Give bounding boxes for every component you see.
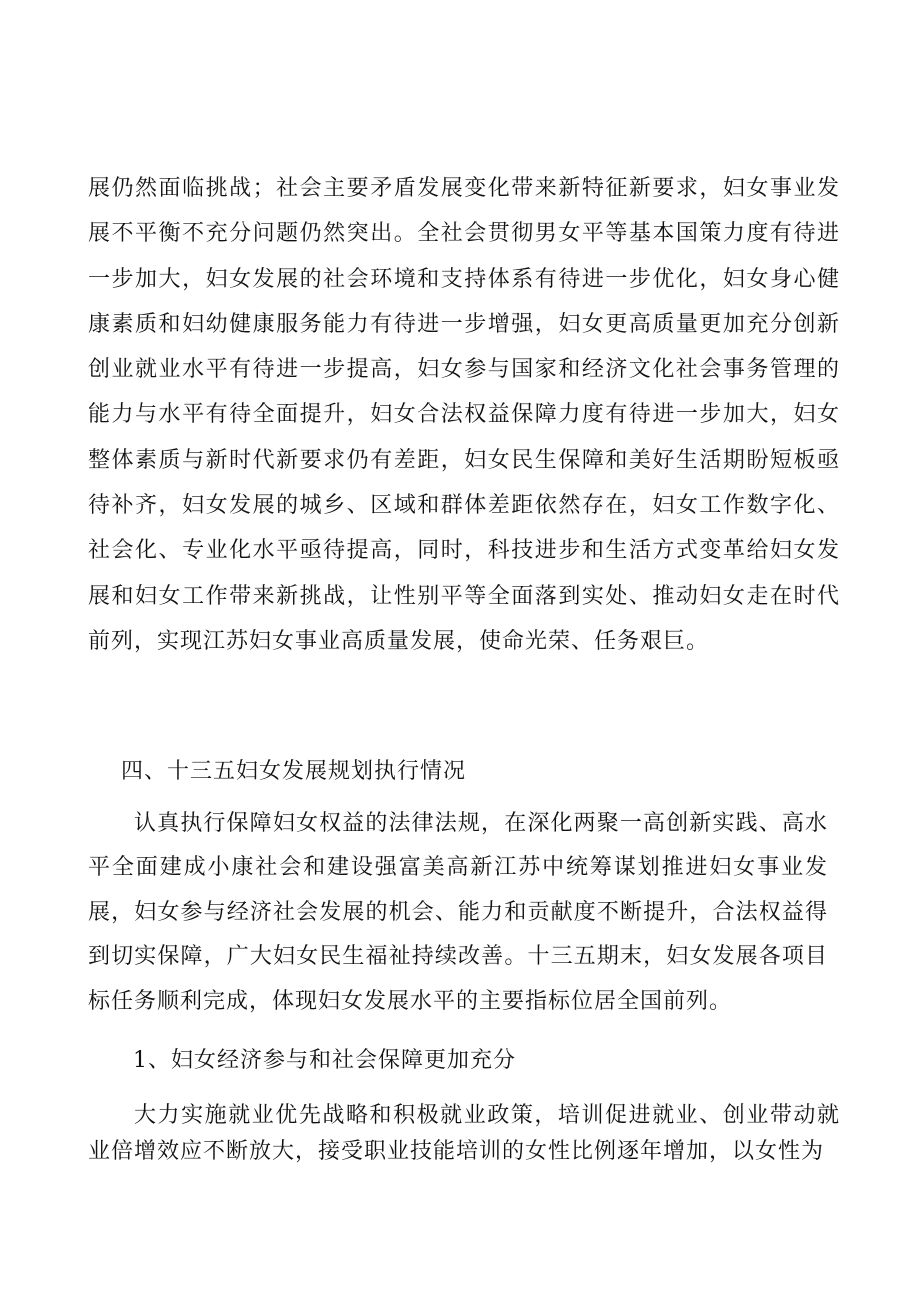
subsection-heading: 1、妇女经济参与和社会保障更加充分 bbox=[133, 1048, 516, 1073]
section-heading: 四、十三五妇女发展规划执行情况 bbox=[121, 759, 467, 784]
body-paragraph-2: 认真执行保障妇女权益的法律法规，在深化两聚一高创新实践、高水平全面建成小康社会和建设强富美高新江苏中统筹谋划推进妇女事业发展，妇女参与经济社会发展的机会、能力和贡献度不断提升，合法权益得到切实保障，广大妇女民生福祉持续改善。十三五期末，妇女发展各项目标任务顺利完成，体现妇女发展水平的主要指标位居全国前列。 bbox=[88, 811, 828, 1014]
body-paragraph-3: 大力实施就业优先战略和积极就业政策，培训促进就业、创业带动就业倍增效应不断放大，接受职业技能培训的女性比例逐年增加，以女性为 bbox=[88, 1103, 840, 1164]
body-paragraph-1: 展仍然面临挑战；社会主要矛盾发展变化带来新特征新要求，妇女事业发展不平衡不充分问题仍然突出。全社会贯彻男女平等基本国策力度有待进一步加大，妇女发展的社会环境和支持体系有待进一步优化，妇女身心健康素质和妇幼健康服务能力有待进一步增强，妇女更高质量更加充分创新创业就业水平有待进一步提高，妇女参与国家和经济文化社会事务管理的能力与水平有待全面提升，妇女合法权益保障力度有待进一步加大，妇女整体素质与新时代新要求仍有差距，妇女民生保障和美好生活期盼短板亟待补齐，妇女发展的城乡、区域和群体差距依然存在，妇女工作数字化、社会化、专业化水平亟待提高，同时，科技进步和生活方式变革给妇女发展和妇女工作带来新挑战，让性别平等全面落到实处、推动妇女走在时代前列，实现江苏妇女事业高质量发展，使命光荣、任务艰巨。 bbox=[88, 176, 840, 654]
